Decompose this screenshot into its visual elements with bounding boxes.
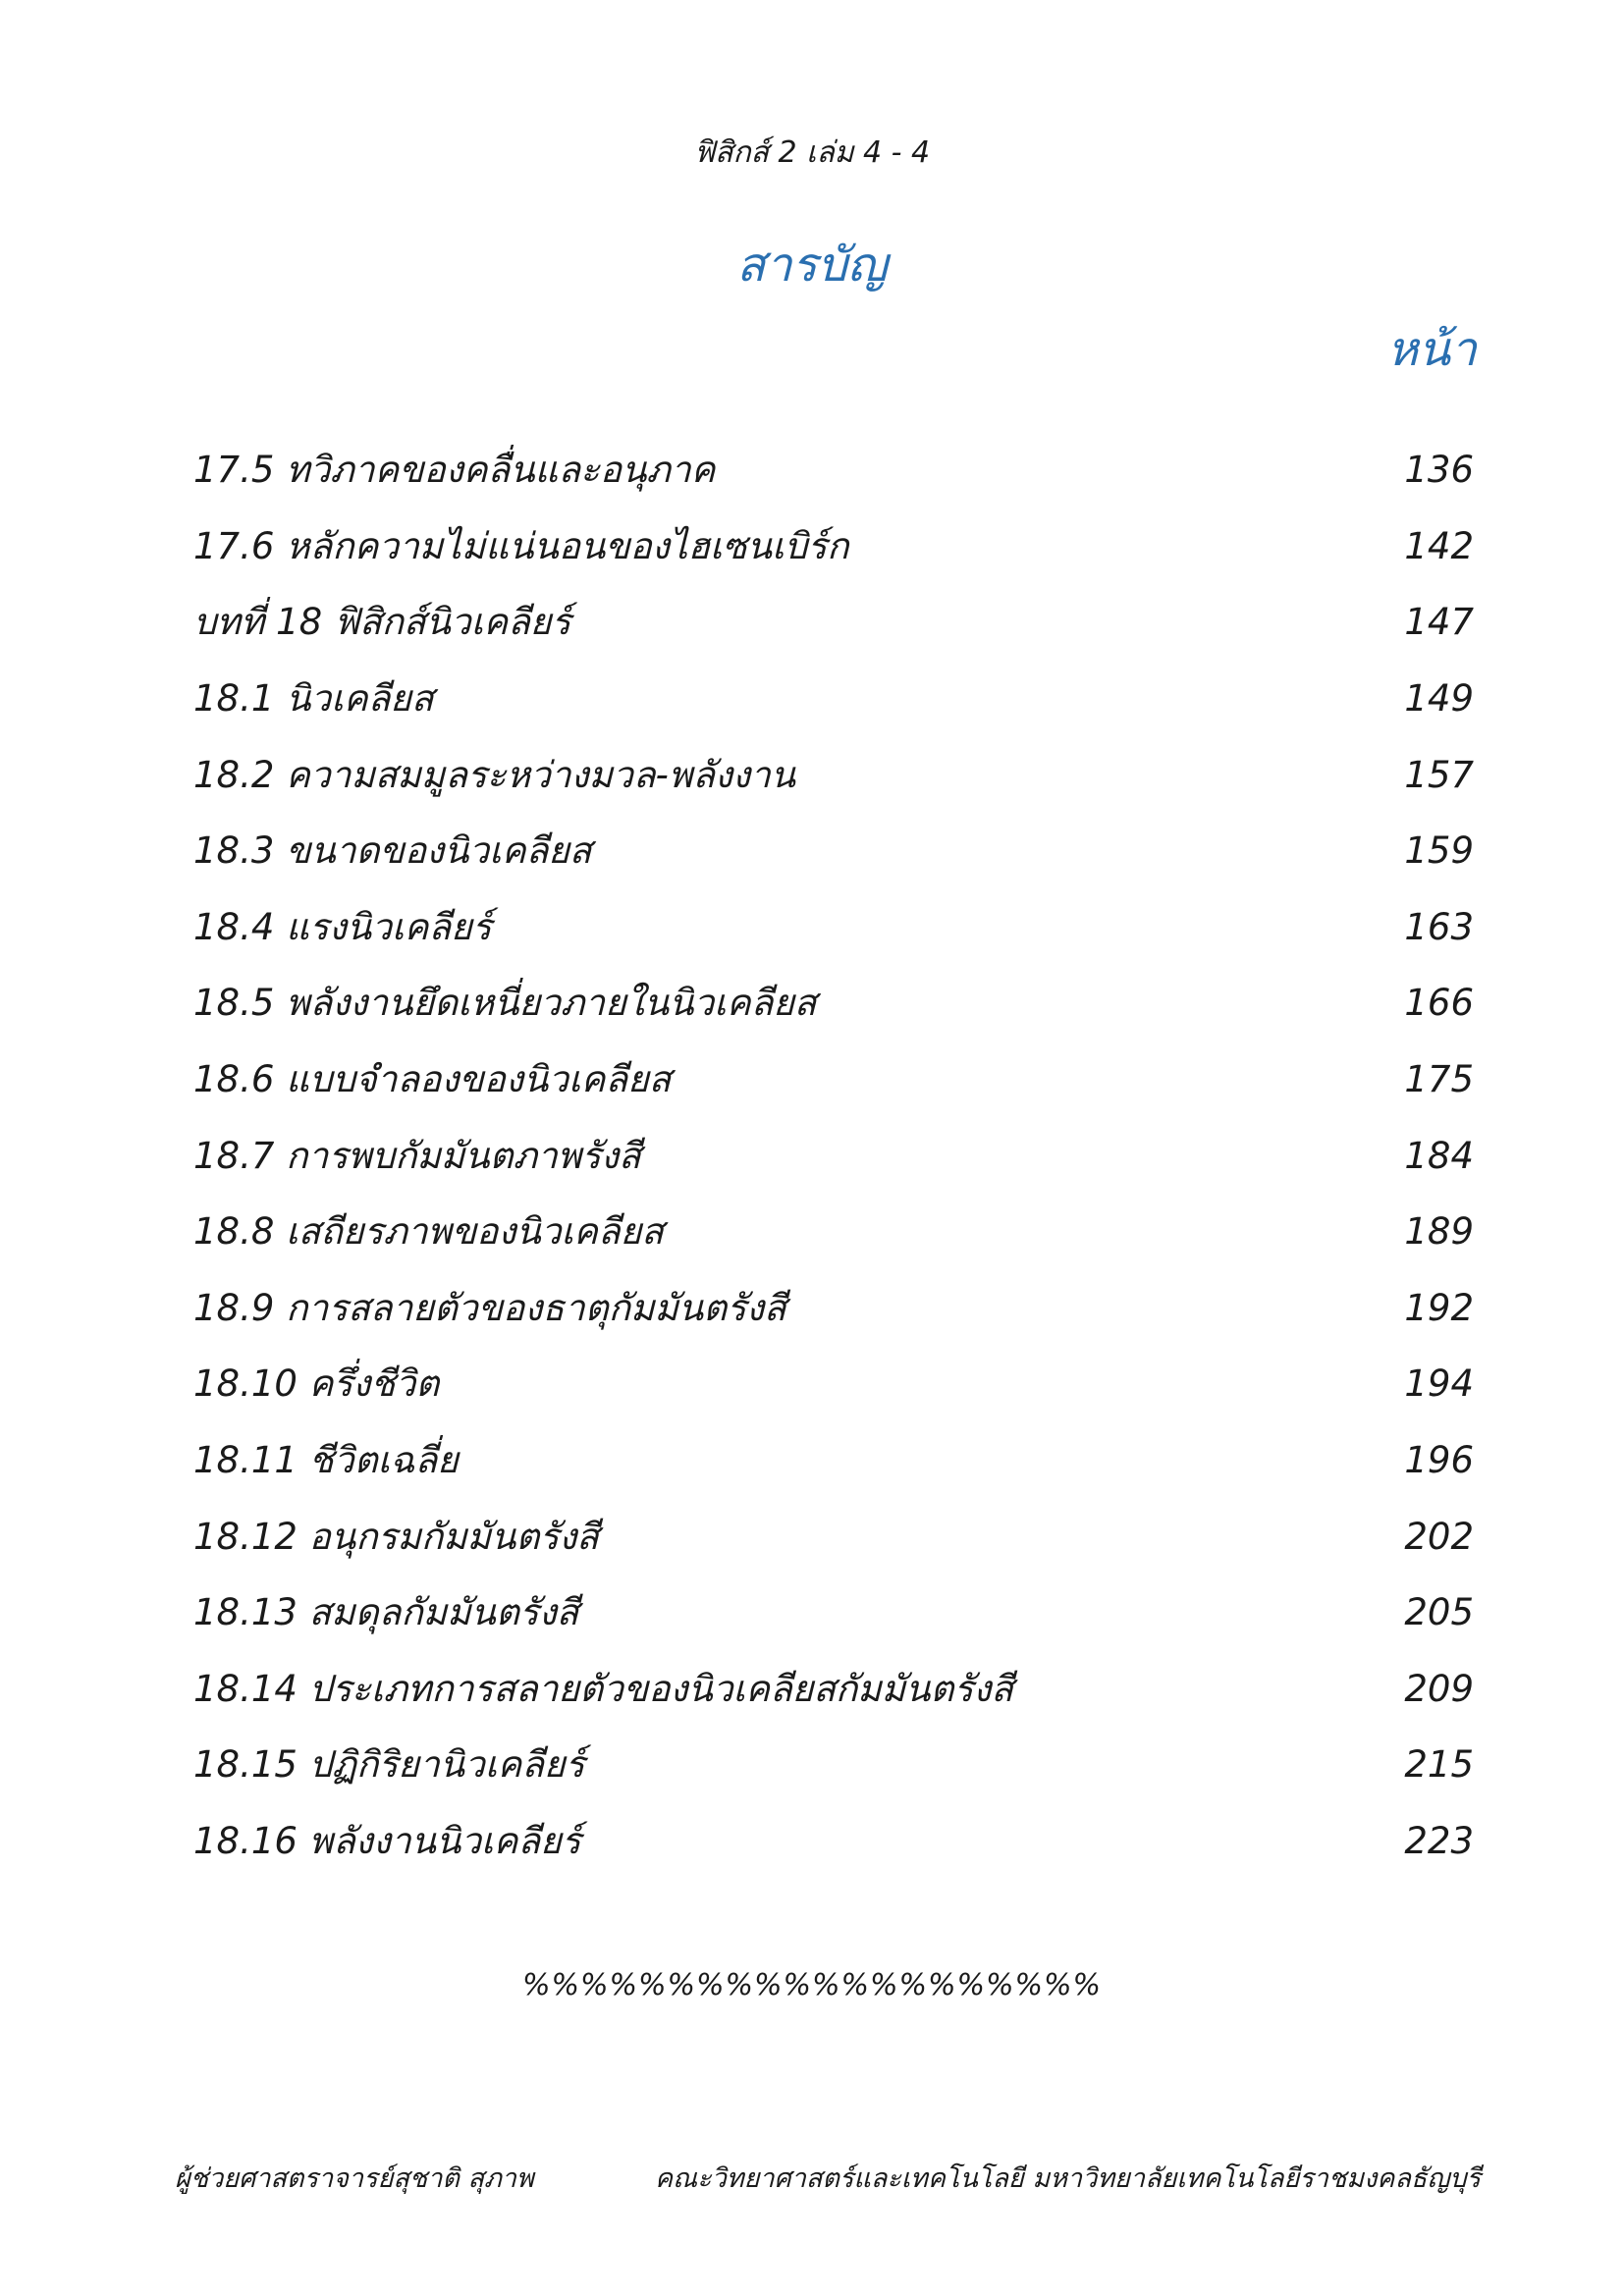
toc-entry-page: 175 xyxy=(1404,1058,1474,1101)
toc-entry-page: 149 xyxy=(1404,677,1474,721)
toc-entry-page: 205 xyxy=(1404,1591,1474,1634)
toc-entry-label: 18.6 แบบจำลองของนิวเคลียส xyxy=(193,1058,672,1101)
toc-entry-label: 18.9 การสลายตัวของธาตุกัมมันตรังสี xyxy=(193,1286,786,1329)
toc-entry-label: 17.5 ทวิภาคของคลื่นและอนุภาค xyxy=(193,449,716,492)
toc-entry xyxy=(193,813,1480,889)
toc-entry-label: 18.16 พลังงานนิวเคลียร์ xyxy=(193,1819,581,1862)
toc-entry-page: 142 xyxy=(1404,524,1474,567)
toc-entry-page: 166 xyxy=(1404,982,1474,1025)
toc-entry-page: 196 xyxy=(1404,1439,1474,1482)
toc-entry-label: 18.13 สมดุลกัมมันตรังสี xyxy=(193,1591,579,1634)
toc-entry-page: 192 xyxy=(1404,1286,1474,1329)
page-column-label: หน้า xyxy=(1386,322,1477,377)
table-of-contents xyxy=(193,432,1480,1879)
toc-entry xyxy=(193,1041,1480,1118)
toc-entry-page: 189 xyxy=(1404,1210,1474,1254)
toc-entry-page: 184 xyxy=(1404,1134,1474,1177)
toc-entry-label: 18.12 อนุกรมกัมมันตรังสี xyxy=(193,1515,599,1558)
toc-entry xyxy=(193,1117,1480,1194)
toc-entry-label: 18.3 ขนาดของนิวเคลียส xyxy=(193,829,592,873)
page-title: สารบัญ xyxy=(736,238,888,293)
toc-entry xyxy=(193,889,1480,966)
toc-entry xyxy=(193,1575,1480,1651)
toc-entry-page: 215 xyxy=(1404,1743,1474,1787)
toc-entry xyxy=(193,1727,1480,1803)
toc-entry xyxy=(193,661,1480,737)
toc-entry-page: 202 xyxy=(1404,1515,1474,1558)
toc-entry xyxy=(193,1498,1480,1575)
toc-entry xyxy=(193,432,1480,508)
toc-entry-page: 159 xyxy=(1404,829,1474,873)
toc-entry-page: 209 xyxy=(1404,1667,1474,1710)
toc-entry-label: 18.8 เสถียรภาพของนิวเคลียส xyxy=(193,1210,664,1254)
toc-entry-label: 18.15 ปฏิกิริยานิวเคลียร์ xyxy=(193,1743,585,1787)
toc-entry-page: 157 xyxy=(1404,753,1474,796)
footer-affiliation: คณะวิทยาศาสตร์และเทคโนโลยี มหาวิทยาลัยเทคโนโลยีราชมงคลธัญบุรี xyxy=(655,2163,1481,2194)
toc-entry-label: 18.14 ประเภทการสลายตัวของนิวเคลียสกัมมันตรังสี xyxy=(193,1667,1013,1710)
toc-entry xyxy=(193,1651,1480,1728)
toc-entry-page: 194 xyxy=(1404,1362,1474,1406)
toc-entry-label: 18.5 พลังงานยึดเหนี่ยวภายในนิวเคลียส xyxy=(193,982,817,1025)
toc-entry-label: 18.7 การพบกัมมันตภาพรังสี xyxy=(193,1134,641,1177)
footer-author: ผู้ช่วยศาสตราจารย์สุชาติ สุภาพ xyxy=(175,2163,534,2194)
toc-entry-page: 163 xyxy=(1404,905,1474,948)
toc-entry-label: 17.6 หลักความไม่แน่นอนของไฮเซนเบิร์ก xyxy=(193,524,849,567)
toc-entry xyxy=(193,736,1480,813)
toc-entry xyxy=(193,1803,1480,1880)
toc-entry-label: 18.2 ความสมมูลระหว่างมวล-พลังงาน xyxy=(193,753,796,796)
toc-entry-page: 147 xyxy=(1404,601,1474,644)
toc-entry-page: 136 xyxy=(1404,449,1474,492)
toc-entry-label: 18.1 นิวเคลียส xyxy=(193,677,434,721)
toc-entry xyxy=(193,1346,1480,1422)
toc-entry xyxy=(193,1422,1480,1499)
toc-entry-label: 18.11 ชีวิตเฉลี่ย xyxy=(193,1439,459,1482)
toc-entry-label: 18.10 ครึ่งชีวิต xyxy=(193,1362,440,1406)
toc-entry-page: 223 xyxy=(1404,1819,1474,1862)
toc-entry xyxy=(193,965,1480,1041)
toc-entry xyxy=(193,508,1480,585)
page-footer xyxy=(175,2157,1481,2199)
separator-line: %%%%%%%%%%%%%%%%%%%% xyxy=(521,1968,1103,2002)
toc-entry xyxy=(193,1270,1480,1347)
toc-entry xyxy=(193,584,1480,661)
toc-entry-label: 18.4 แรงนิวเคลียร์ xyxy=(193,905,492,948)
toc-entry xyxy=(193,1194,1480,1270)
toc-entry-label: บทที่ 18 ฟิสิกส์นิวเคลียร์ xyxy=(193,601,571,644)
running-header: ฟิสิกส์ 2 เล่ม 4 - 4 xyxy=(693,135,931,170)
